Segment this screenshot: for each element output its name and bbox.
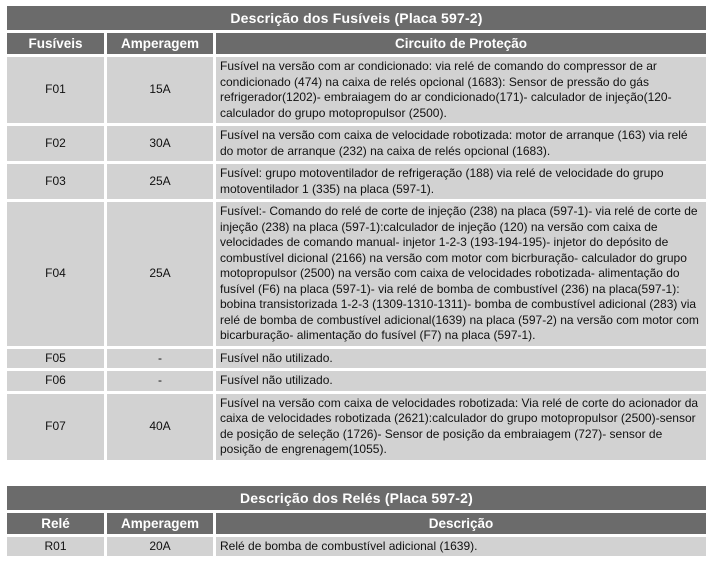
fuse-description-cell bbox=[216, 394, 706, 460]
relay-description-cell bbox=[216, 537, 706, 557]
fuse-description-text: Fusível na versão com ar condicionado: via relé de comando do compressor de ar condicionado (474) na caixa de relés opcional (1683): Sensor de pressão do gás refrigerador(1202)- embraiagem do ar condicionado(171)- calculador de injeção(120-calculador do grupo motopropulsor (2500). bbox=[220, 59, 672, 120]
fuse-id-cell: F06 bbox=[7, 371, 104, 391]
fuse-amperage-cell: 25A bbox=[107, 164, 213, 199]
fuse-amperage-cell: 40A bbox=[107, 394, 213, 460]
relay-table-header-relay: Relé bbox=[7, 513, 104, 534]
fuse-table-header-circuit: Circuito de Proteção bbox=[216, 33, 706, 54]
fuse-description-text: Fusível na versão com caixa de velocidade robotizada: motor de arranque (163) via relé do motor de arranque (232) na caixa de relés opcional (1683). bbox=[220, 128, 688, 158]
fuse-id-cell: F03 bbox=[7, 164, 104, 199]
fuse-description-cell bbox=[216, 164, 706, 199]
fuse-table bbox=[7, 6, 706, 460]
fuse-description-cell bbox=[216, 57, 706, 123]
fuse-id-cell: F04 bbox=[7, 202, 104, 346]
fuse-amperage-cell: 15A bbox=[107, 57, 213, 123]
fuse-id-cell: F07 bbox=[7, 394, 104, 460]
fuse-description-cell bbox=[216, 349, 706, 369]
relay-description-text: Relé de bomba de combustível adicional (1639). bbox=[220, 538, 478, 553]
fuse-description-cell bbox=[216, 202, 706, 346]
relay-table-header-description: Descrição bbox=[216, 513, 706, 534]
fuse-table-header-fuses: Fusíveis bbox=[7, 33, 104, 54]
fuse-description-cell bbox=[216, 126, 706, 161]
relay-amperage-cell: 20A bbox=[107, 537, 213, 557]
fuse-description-text: Fusível na versão com caixa de velocidades robotizada: Via relé de corte do acionador da caixa de velocidades robotizada (2621):calculador do grupo motopropulsor (2500)-sensor de posição de seleção (1726)- Sensor de posição da embraiagem (727)- sensor de posição de engrenagem(1055). bbox=[220, 395, 699, 456]
fuse-amperage-cell: - bbox=[107, 349, 213, 369]
fuse-description-cell bbox=[216, 371, 706, 391]
fuse-description-text: Fusível não utilizado. bbox=[220, 373, 333, 387]
fuse-description-text: Fusível: grupo motoventilador de refrigeração (188) via relé de velocidade do grupo motoventilador 1 (335) na placa (597-1). bbox=[220, 166, 664, 196]
fuse-id-cell: F01 bbox=[7, 57, 104, 123]
fuse-description-text: Fusível:- Comando do relé de corte de injeção (238) na placa (597-1)- via relé de corte de injeção (238) na placa (597-1):calculador de injeção (120) na versão com caixa de velocidades de comando manual- injetor 1-2-3 (193-194-195)- injetor do depósito de combustível dicional (2166) na versão com motor com bicrburação- calculador do grupo motopropulsor (2500) na versão com caixa de velocidades robotizada- alimentação do fusível (F6) na placa (597-1)- via relé de bomba de combustível (236) na placa(597-1): bobina transistorizada 1-2-3 (1309-1310-1311)- bomba de combustível adicional (283) via relé de bomba de combustível adicional(1639) na placa (597-2) na versão com motor com bicarburação- alimentação do fusível (F7) na placa (597-1). bbox=[220, 204, 699, 342]
fuse-id-cell: F02 bbox=[7, 126, 104, 161]
fuse-amperage-cell: - bbox=[107, 371, 213, 391]
fuse-amperage-cell: 30A bbox=[107, 126, 213, 161]
fuse-amperage-cell: 25A bbox=[107, 202, 213, 346]
relay-table bbox=[7, 486, 706, 557]
relay-table-header-amperage: Amperagem bbox=[107, 513, 213, 534]
fuse-table-title: Descrição dos Fusíveis (Placa 597-2) bbox=[7, 6, 706, 30]
relay-table-title: Descrição dos Relés (Placa 597-2) bbox=[7, 486, 706, 510]
fuse-table-header-amperage: Amperagem bbox=[107, 33, 213, 54]
fuse-description-text: Fusível não utilizado. bbox=[220, 350, 333, 365]
fuse-id-cell: F05 bbox=[7, 349, 104, 369]
relay-id-cell: R01 bbox=[7, 537, 104, 557]
